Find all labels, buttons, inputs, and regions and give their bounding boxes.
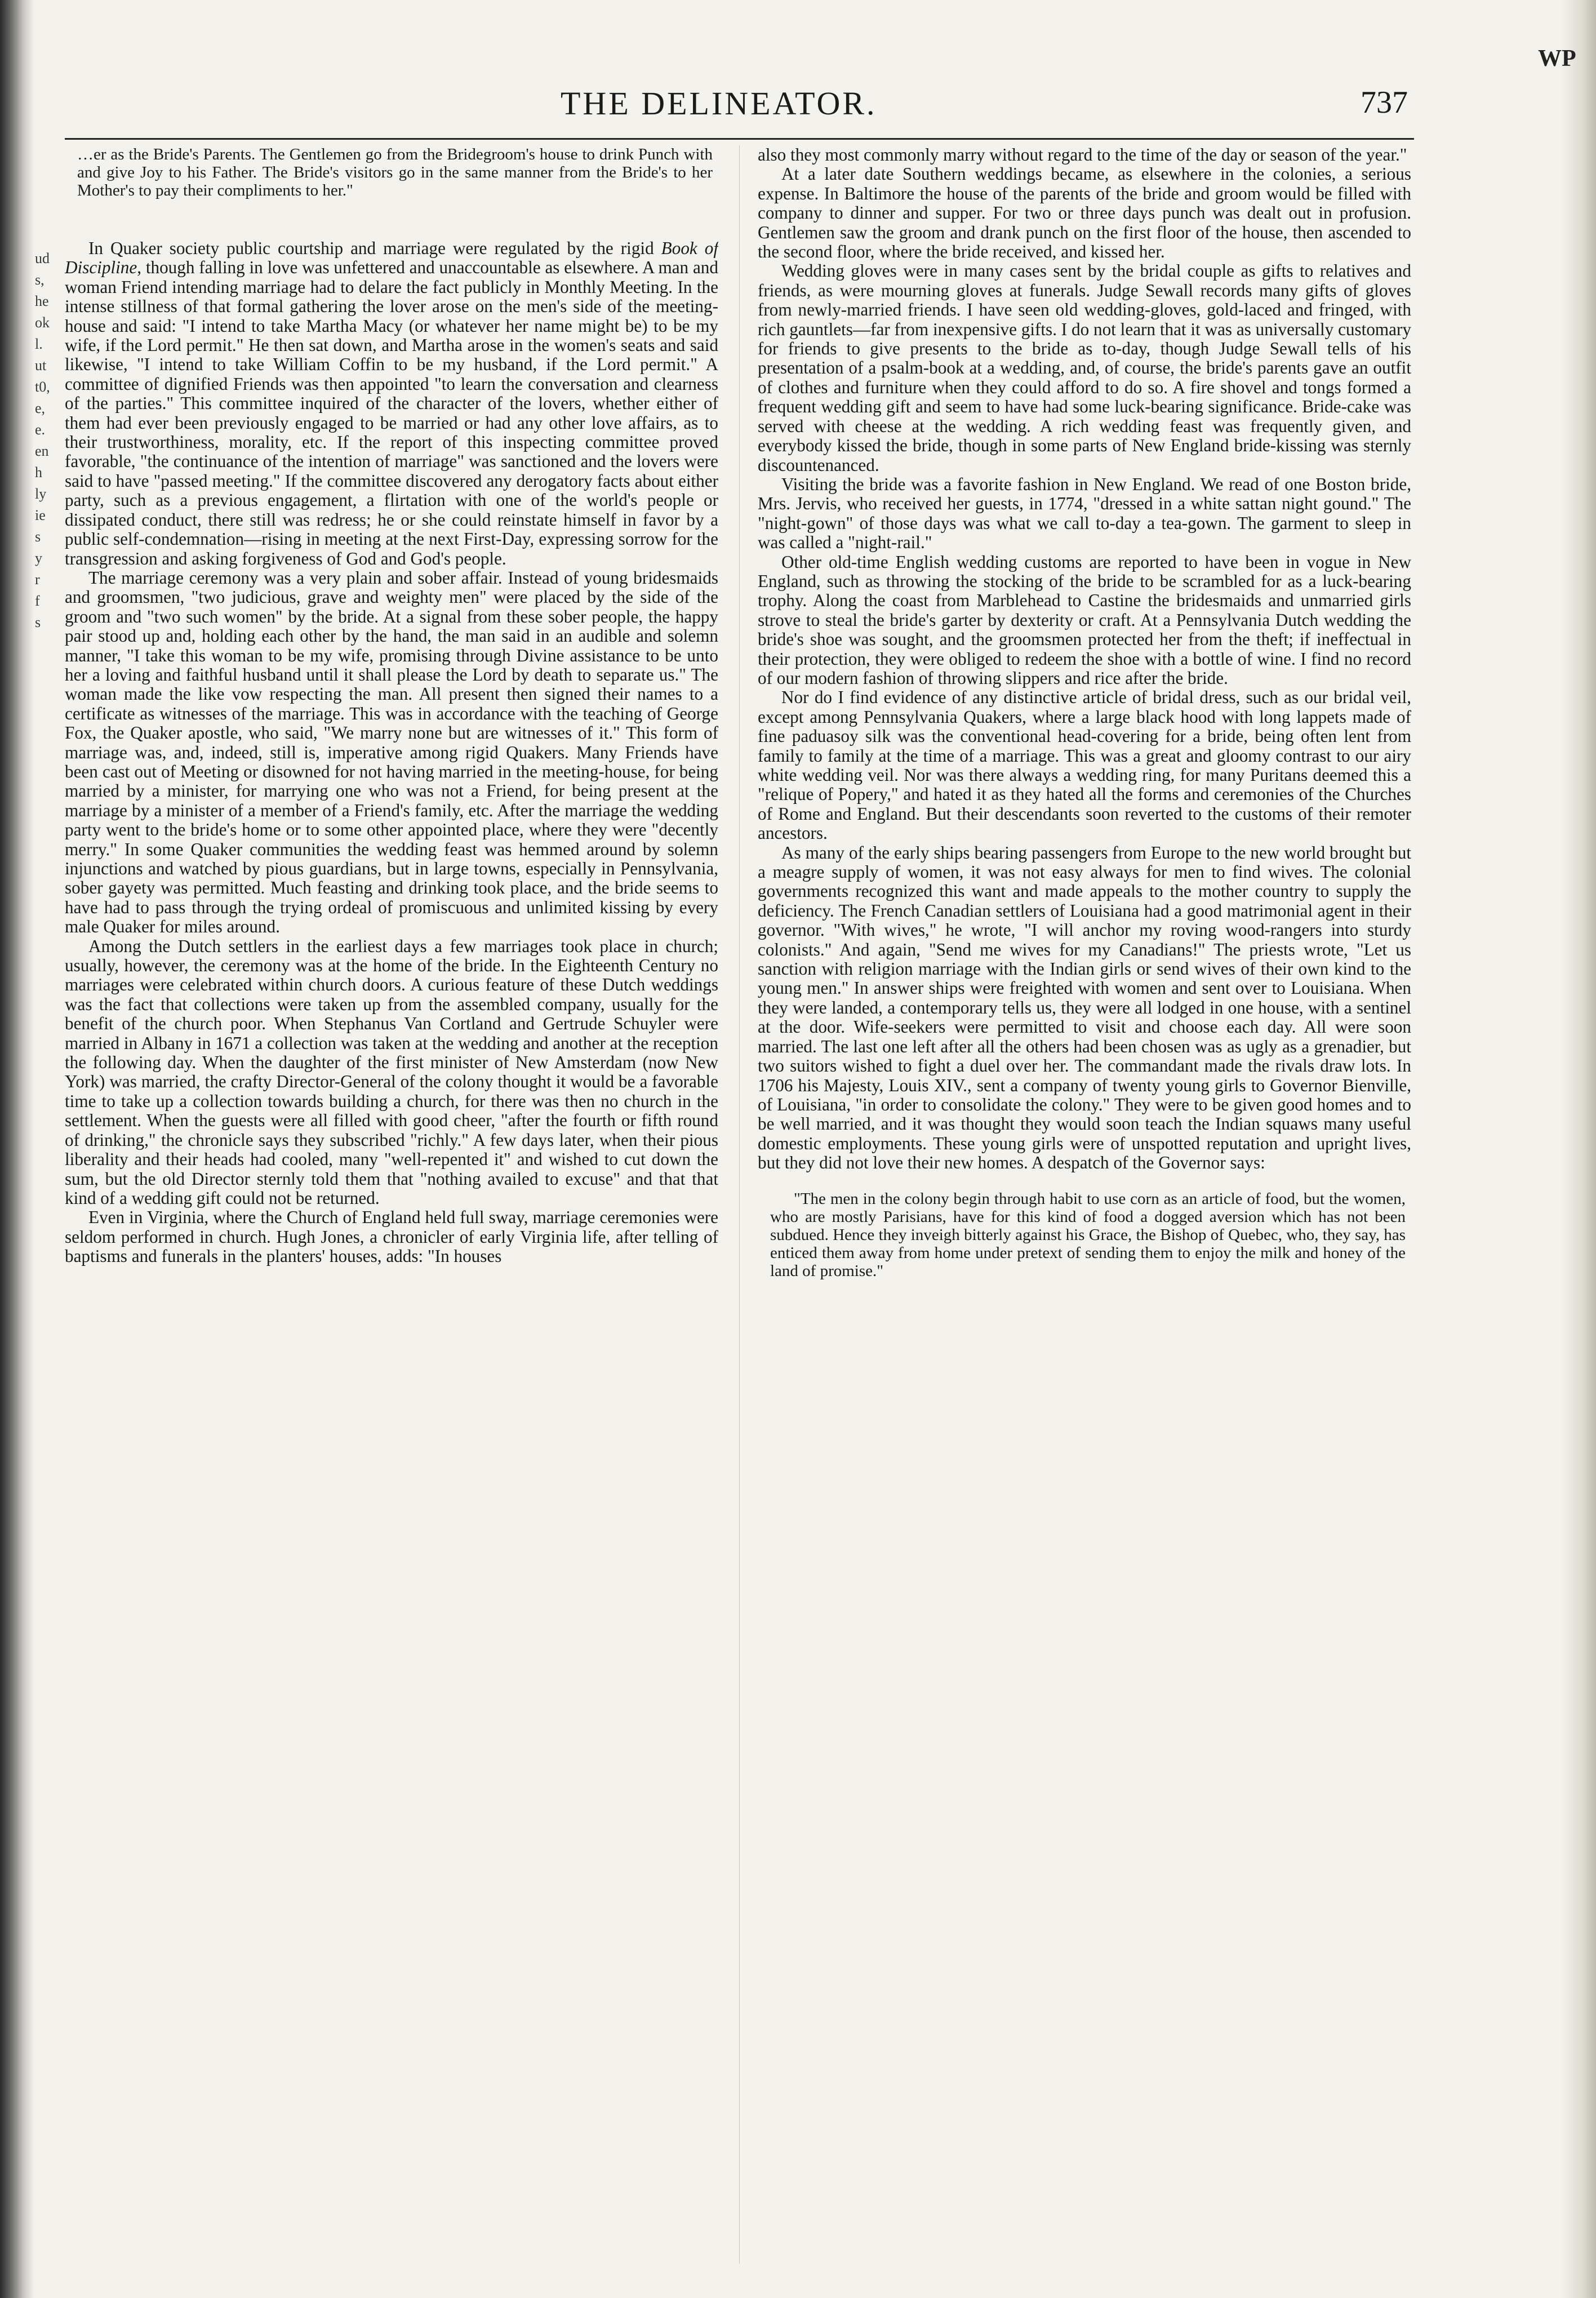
book-title: Book of Discipline [65, 238, 718, 278]
running-header [65, 85, 1417, 130]
edge-fragment: y [35, 550, 42, 566]
page-number: 737 [1361, 85, 1408, 120]
edge-fragment: t0, [35, 379, 50, 395]
edge-fragment: ok [35, 314, 50, 331]
page-title: THE DELINEATOR. [561, 85, 877, 122]
left-column [65, 145, 718, 2264]
edge-fragment: s [35, 614, 41, 630]
paragraph-wedding-gloves: Wedding gloves were in many cases sent by the bridal couple as gifts to relatives and friends, as were mourning gloves at funerals. Judge Sewall records many gifts of gloves from newly-married friends. I have seen old wedding-gloves, gold-laced and fringed, with rich gauntlets—far from inexpensive gifts. I do not learn that it was as universally customary for friends to give presents to the bride as to-day, though Judge Sewall tells of his presentation of a psalm-book at a wedding, and, of course, the bride's parents gave an outfit of clothes and furniture when they could afford to do so. A fire shovel and tongs formed a frequent wedding gift and seem to have had some luck-bearing significance. Bride-cake was served with cheese at the wedding. A rich wedding feast was frequently given, and everybody kissed the bride, though in some parts of New England bride-kissing was sternly discountenanced. [758, 261, 1411, 475]
edge-fragment: e. [35, 421, 46, 438]
paragraph-quaker-ceremony: The marriage ceremony was a very plain and sober affair. Instead of young bridesmaids and groomsmen, "two judicious, grave and weighty men" were placed by the side of the groom and "two such women" by the bride. At a signal from these sober people, the happy pair stood up and, holding each other by the hand, the man said in an audible and solemn manner, "I take this woman to be my wife, promising through Divine assistance to be unto her a loving and faithful husband until it shall please the Lord by death to separate us." The woman made the like vow respecting the man. All present then signed their names to a certificate as witnesses of the marriage. This was in accordance with the teaching of George Fox, the Quaker apostle, who said, "We marry none but are witnesses of it." This form of marriage was, and, indeed, still is, imperative among rigid Quakers. Many Friends have been cast out of Meeting or disowned for not having married in the meeting-house, for being married by a minister, for marrying one who was not a Friend, for being present at the marriage by a minister of a member of a Friend's family, etc. After the marriage the wedding party went to the bride's home or to some other appointed place, where they were "decently merry." In some Quaker communities the wedding feast was hemmed around by solemn injunctions and watched by pious guardians, but in large towns, especially in Pennsylvania, sober gayety was permitted. Much feasting and drinking took place, and the bride seems to have had to pass through the trying ordeal of promiscuous and unlimited kissing by every male Quaker for miles around. [65, 567, 718, 937]
edge-fragment: ud [35, 250, 50, 266]
opening-quote: …er as the Bride's Parents. The Gentlemen go from the Bridegroom's house to drink Punch with and give Joy to his Father. The Bride's visitors go in the same manner from the Bride's to her Mother's to pay their compliments to her." [77, 145, 713, 199]
paragraph-quaker-courtship [65, 239, 718, 568]
edge-fragment: ut [35, 357, 47, 374]
paragraph-virginia: Even in Virginia, where the Church of England held full sway, marriage ceremonies were seldom performed in church. Hugh Jones, a chronicler of early Virginia life, after telling of baptisms and funerals in the planters' houses, adds: "In houses [65, 1207, 718, 1266]
edge-fragment: h [35, 464, 42, 481]
paragraph-english-customs: Other old-time English wedding customs are reported to have been in vogue in New England, such as throwing the stocking of the bride to be scrambled for as a luck-bearing trophy. Along the coast from Marblehead to Castine the bridesmaids and unmarried girls strove to steal the bride's garter by dexterity or craft. At a Pennsylvania Dutch wedding the bride's shoe was sought, and the groomsmen protected her from the theft; if ineffectual in their protection, they were obliged to redeem the shoe with a bottle of wine. I find no record of our modern fashion of throwing slippers and rice after the bride. [758, 552, 1411, 688]
edge-fragment: ie [35, 507, 46, 523]
paragraph-bridal-dress: Nor do I find evidence of any distinctive article of bridal dress, such as our bridal veil, except among Pennsylvania Quakers, where a large black hood with long lappets made of fine paduasoy silk was the conventional head-covering for a bride, being often lent from family to family at the time of a marriage. This was a great and gloomy contrast to our airy white wedding veil. Nor was there always a wedding ring, for many Puritans deemed this a "relique of Popery," and hated it as they hated all the forms and ceremonies of the Churches of Rome and England. But their descendants soon reverted to the customs of their remoter ancestors. [758, 687, 1411, 843]
edge-fragment: ly [35, 486, 47, 502]
edge-fragment: s [35, 528, 41, 545]
binding-gutter-left [0, 0, 34, 2298]
edge-fragment: s, [35, 272, 45, 288]
paragraph-dutch-settlers: Among the Dutch settlers in the earliest days a few marriages took place in church; usually, however, the ceremony was at the home of the bride. In the Eighteenth Century no marriages were celebrated within church doors. A curious feature of these Dutch weddings was the fact that collections were taken up from the assembled company, usually for the benefit of the church poor. When Stephanus Van Cortland and Gertrude Schuyler were married in Albany in 1671 a collection was taken at the wedding and another at the reception the following day. When the daughter of the first minister of New Amsterdam (now New York) was married, the crafty Director-General of the colony thought it would be a favorable time to take up a collection towards building a church, for there was then no church in the settlement. When the guests were all filled with good cheer, "after the fourth or fifth round of drinking," the chronicle says they subscribed "richly." A few days later, when their pious liberality and their heads had cooled, many "well-repented it" and wished to cut down the sum, but the old Director sternly told them that "nothing availed to excuse" and that that kind of a wedding gift could not be returned. [65, 936, 718, 1208]
edge-fragment: he [35, 293, 49, 309]
paragraph-southern-weddings: At a later date Southern weddings became, as elsewhere in the colonies, a serious expense. In Baltimore the house of the parents of the bride and groom would be filled with company to dinner and supper. For two or three days punch was dealt out in profusion. Gentlemen saw the groom and drank punch on the first floor of the house, then ascended to the second floor, where the bride received, and kissed her. [758, 164, 1411, 262]
paragraph-visiting-bride: Visiting the bride was a favorite fashion in New England. We read of one Boston bride, Mrs. Jervis, who received her guests, in 1774, "dressed in a white sattan night gound." The "night-gown" of those days was what we call to-day a tea-gown. The garment to sleep in was called a "night-rail." [758, 474, 1411, 553]
paragraph-text: In Quaker society public courtship and marriage were regulated by the rigid [88, 238, 661, 258]
corner-mark: WP [1538, 46, 1576, 72]
closing-quote: "The men in the colony begin through habit to use corn as an article of food, but the women, who are mostly Parisians, have for this kind of food a dogged aversion which has not been subdued. Hence they inveigh bitterly against his Grace, the Bishop of Quebec, who, they say, has enticed them away from home under pretext of sending them to enjoy the milk and honey of the land of promise." [770, 1189, 1406, 1280]
page-edge-shadow-right [1561, 0, 1596, 2298]
paragraph-louisiana-wives: As many of the early ships bearing passengers from Europe to the new world brought but a meagre supply of women, it was not easy always for men to find wives. The colonial governments recognized this want and made appeals to the mother country to supply the deficiency. The French Canadian settlers of Louisiana had a good matrimonial agent in their governor. "With wives," he wrote, "I will anchor my roving wood-rangers into sturdy colonists." And again, "Send me wives for my Canadians!" The priests wrote, "Let us sanction with religion marriage with the Indian girls or send wives of their own kind to the young men." In answer ships were freighted with women and sent over to Louisiana. When they were landed, a contemporary tells us, they were all lodged in one house, with a sentinel at the door. Wife-seekers were permitted to visit and choose each day. All were soon married. The last one left after all the others had been chosen was as ugly as a grenadier, but two suitors wished to fight a duel over her. The commandant made the rivals draw lots. In 1706 his Majesty, Louis XIV., sent a company of twenty young girls to Governor Bienville, of Louisiana, "in order to consolidate the colony." They were to be given good homes and to be well married, and it was thought they would soon teach the Indian squaws many useful domestic employments. These young girls were of unspotted reputation and upright lives, but they did not love their new homes. A despatch of the Governor says: [758, 842, 1411, 1173]
column-divider [739, 145, 740, 2264]
header-rule [65, 138, 1414, 140]
paragraph-continuation: also they most commonly marry without regard to the time of the day or season of the year." [758, 145, 1407, 165]
edge-fragment: en [35, 443, 49, 459]
paragraph-text: , though falling in love was unfettered and unaccountable as elsewhere. A man and woman Friend intending marriage had to delare the fact publicly in Monthly Meeting. In the intense stillness of that formal gathering the lover arose on the men's side of the meeting-house and said: "I intend to take Martha Macy (or whatever her name might be) to be my wife, if the Lord permit." He then sat down, and Martha arose in the women's seats and said likewise, "I intend to take William Coffin to be my husband, if the Lord permit." A committee of dignified Friends was then appointed "to learn the conversation and clearness of the parties." This committee inquired of the character of the lovers, whether either of them had ever been previously engaged to be married or had any other love affairs, as to their trustworthiness, morality, etc. If the report of this inspecting committee proved favorable, "the continuance of the intention of marriage" was sanctioned and the lovers were said to have "passed meeting." If the committee discovered any derogatory facts about either party, such as a previous engagement, a flirtation with one of the world's people or dissipated conduct, there still was redress; he or she could reinstate himself in favor by a public self-condemnation—rising in meeting at the next First-Day, expressing sorrow for the transgression and asking forgiveness of God and God's people. [65, 257, 718, 568]
right-column [758, 145, 1411, 2264]
edge-fragment: r [35, 571, 40, 588]
adjacent-page-fragments [35, 248, 57, 633]
edge-fragment: l. [35, 336, 43, 352]
edge-fragment: e, [35, 400, 46, 416]
edge-fragment: f [35, 593, 40, 609]
